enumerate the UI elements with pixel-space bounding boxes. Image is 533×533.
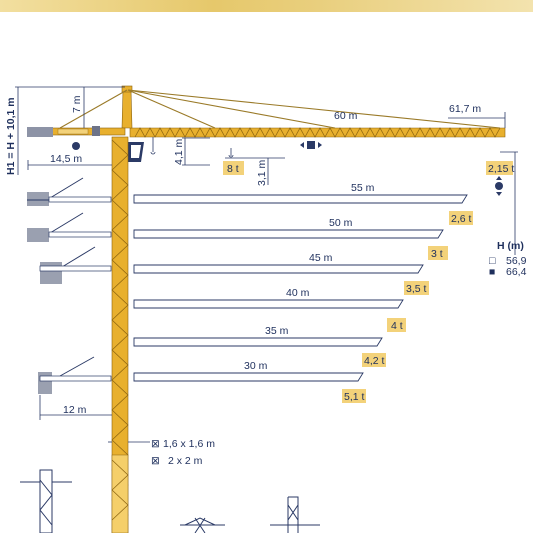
cab-height-label: 4,1 m: [173, 138, 185, 165]
counter-jib: [27, 126, 125, 150]
main-jib: [130, 128, 505, 137]
trolley-load-label: 8 t: [227, 163, 239, 175]
jib-load-label: 4 t: [391, 320, 403, 332]
jib-length-label: 45 m: [309, 252, 333, 264]
legend-symbol-open: □: [489, 255, 496, 267]
mast-section-symbol: ⊠: [151, 438, 160, 450]
jib-length-label: 40 m: [286, 287, 310, 299]
jib-length-label: 50 m: [329, 217, 353, 229]
main-jib-length-label: 60 m: [334, 110, 358, 122]
hook-clearance-label: 3,1 m: [256, 159, 268, 186]
jib-load-label: 4,2 t: [364, 355, 385, 367]
height-formula-label: H1 = H + 10,1 m: [5, 97, 17, 175]
mast-section-symbol: ⊠: [151, 455, 160, 467]
jib-load-label: 3,5 t: [406, 283, 427, 295]
mast-section-label: 1,6 x 1,6 m: [163, 438, 215, 450]
operator-cab: [128, 142, 144, 162]
legend-symbol-filled: ■: [489, 266, 496, 278]
tower-top: [60, 86, 500, 128]
mast-section-label: 2 x 2 m: [168, 455, 203, 467]
top-height-label: 7 m: [71, 95, 83, 113]
mast-section-legend: [151, 438, 215, 467]
jib-length-label: 35 m: [265, 325, 289, 337]
jib-length-label: 55 m: [351, 182, 375, 194]
tip-load-label: 2,15 t: [488, 163, 515, 175]
jib-load-label: 2,6 t: [451, 213, 472, 225]
base-width-label: 12 m: [63, 404, 87, 416]
counter-jib-label: 14,5 m: [50, 153, 83, 165]
max-reach-label: 61,7 m: [449, 103, 482, 115]
counter-jib-variants: [27, 178, 111, 394]
height-legend-title: H (m): [497, 240, 524, 252]
jib-length-label: 30 m: [244, 360, 268, 372]
legend-value: 66,4: [506, 266, 527, 278]
dimension-lines: [15, 87, 518, 442]
jib-load-label: 5,1 t: [344, 391, 365, 403]
hook-markers: [151, 137, 503, 196]
jib-load-label: 3 t: [431, 248, 443, 260]
height-legend: [489, 240, 527, 278]
legend-value: 56,9: [506, 255, 527, 267]
